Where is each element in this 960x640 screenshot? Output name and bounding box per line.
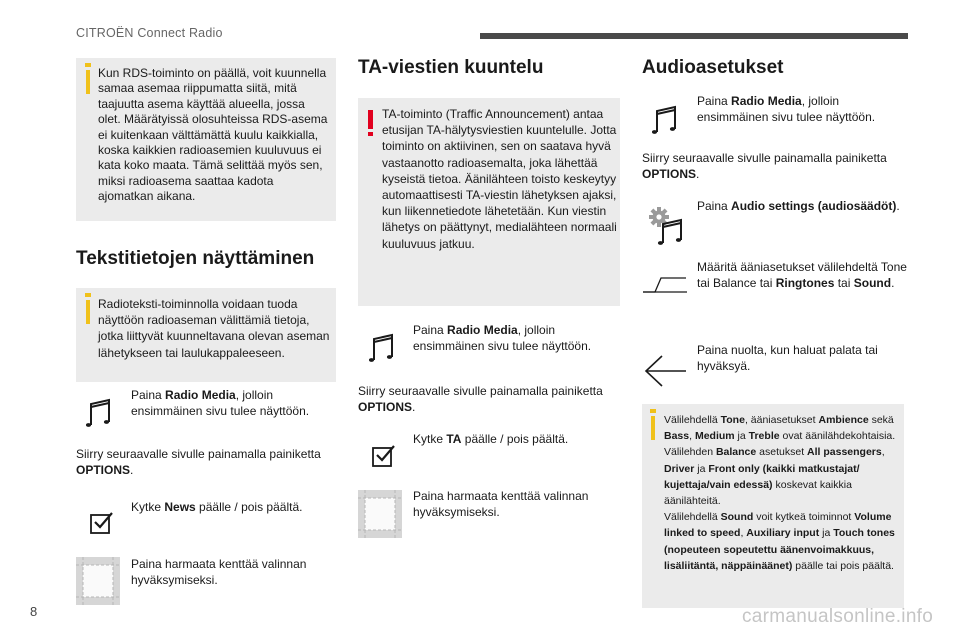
checkbox-icon [372, 443, 396, 467]
page-number: 8 [30, 604, 38, 619]
rds-info-note [76, 58, 336, 221]
section-heading-audio: Audioasetukset [642, 57, 784, 78]
rds-info-text: Kun RDS-toiminto on päällä, voit kuunnella samaa asemaa riippumatta siitä, mitä taajuutta asema käyttää alueella, jossa olet. Määrätyissä olosuhteissa RDS-asema ei kuitenkaan välttämättä kuulu kaikkialla, koska kaikkien radioasemien kuuluvuus ei kata koko maata. Tämä selittää myös sen, miksi radioasema saattaa kadota ajomatkan aikana. [98, 66, 328, 204]
grey-field-icon [76, 557, 120, 605]
step-radio-media: Paina Radio Media, jolloin ensimmäinen sivu tulee näyttöön. [697, 94, 876, 124]
step-radio-media: Paina Radio Media, jolloin ensimmäinen sivu tulee näyttöön. [131, 388, 310, 418]
step-toggle-ta: Kytke TA päälle / pois päältä. [413, 432, 569, 446]
info-marker-icon [86, 70, 90, 94]
music-note-icon [652, 105, 680, 135]
audio-settings-icon [648, 206, 684, 246]
warning-marker-icon [368, 110, 373, 129]
step-confirm: Paina harmaata kenttää valinnan hyväksymiseksi. [413, 489, 589, 519]
info-marker-icon [86, 300, 90, 324]
step-toggle-news: Kytke News päälle / pois päältä. [131, 500, 303, 514]
step-options: Siirry seuraavalle sivulle painamalla painiketta OPTIONS. [358, 384, 603, 414]
watermark: carmanualsonline.info [742, 606, 934, 627]
step-confirm: Paina harmaata kenttää valinnan hyväksymiseksi. [131, 557, 307, 587]
audio-info-note [642, 404, 904, 608]
step-options: Siirry seuraavalle sivulle painamalla painiketta OPTIONS. [642, 151, 887, 181]
step-options: Siirry seuraavalle sivulle painamalla painiketta OPTIONS. [76, 447, 321, 477]
radiotext-info-note [76, 288, 336, 382]
section-heading-ta: TA-viestien kuuntelu [358, 57, 544, 78]
music-note-icon [369, 333, 397, 363]
header-bar [480, 33, 908, 39]
checkbox-icon [90, 510, 114, 534]
audio-info-text: Välilehdellä Tone, ääniasetukset Ambience sekä Bass, Medium ja Treble ovat äänilähdekohtaisia. Välilehden Balance asetukset All passengers, Driver ja Front only (kaikki matkustajat/ kujettaja/vain edessä) koskevat kaikkia äänilähteitä. Välilehdellä Sound voit kytkeä toiminnot Volume linked to speed, Auxiliary input ja Touch tones (nopeuteen sopeutettu äänenvoimakkuus, lisäliitäntä, näppäinäänet) päälle tai pois päältä. [664, 414, 896, 572]
back-arrow-icon [642, 354, 688, 388]
music-note-icon [86, 398, 114, 428]
step-back: Paina nuolta, kun haluat palata tai hyväksyä. [697, 343, 878, 373]
section-heading-text-info: Tekstitietojen näyttäminen [76, 248, 315, 269]
tabs-icon [642, 275, 688, 295]
step-radio-media: Paina Radio Media, jolloin ensimmäinen sivu tulee näyttöön. [413, 323, 592, 353]
step-audio-tabs: Määritä ääniasetukset välilehdeltä Tone tai Balance tai Ringtones tai Sound. [697, 260, 907, 290]
step-audio-settings: Paina Audio settings (audiosäädöt). [697, 199, 900, 213]
header-title: CITROËN Connect Radio [76, 26, 223, 40]
radiotext-info-text: Radioteksti-toiminnolla voidaan tuoda näyttöön radioaseman välittämiä tietoja, jotka liittyvät kuunneltavana olevan aseman lähetykseen tai laulukappaleeseen. [98, 297, 330, 360]
grey-field-icon [358, 490, 402, 538]
info-marker-icon [651, 416, 655, 440]
ta-warning-text: TA-toiminto (Traffic Announcement) antaa etusijan TA-hälytysviestien kuuntelulle. Jotta toiminto on aktiivinen, sen on saatava hyvä vastaanotto radioasemalta, joka lähettää kyseistä tietoa. Äänilähteen toisto keskeytyy automaattisesti TA-viestin lähetyksen ajaksi, kun liikennetiedote lähetetään. Kun viestin lähetys on päättynyt, medialähteen normaali kuuluvuus jatkuu. [382, 107, 617, 251]
ta-warning-note [358, 98, 620, 306]
